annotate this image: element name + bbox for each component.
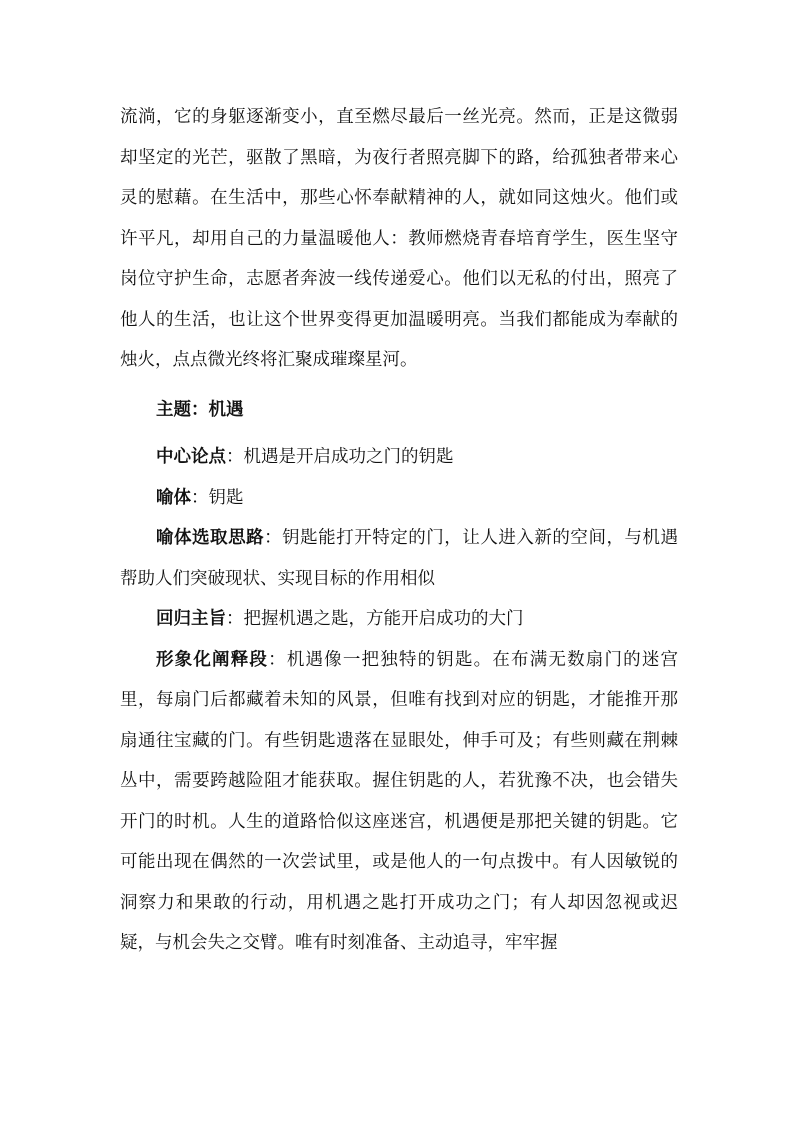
return-theme-line [120, 599, 678, 640]
document-body [120, 97, 678, 964]
illustrative-paragraph [120, 640, 678, 964]
metaphor-label: 喻体 [156, 487, 191, 508]
return-theme-text: 把握机遇之匙，方能开启成功的大门 [243, 609, 524, 629]
metaphor-text: 钥匙 [208, 487, 244, 508]
central-thesis-label: 中心论点 [156, 447, 226, 467]
metaphor-reasoning-label: 喻体选取思路 [156, 528, 265, 548]
theme-heading: 主题：机遇 [156, 399, 244, 420]
metaphor-reasoning-separator: ： [264, 528, 283, 548]
central-thesis-line [120, 437, 678, 478]
continuation-paragraph: 流淌，它的身躯逐渐变小，直至燃尽最后一丝光亮。然而，正是这微弱却坚定的光芒，驱散了黑暗，为夜行者照亮脚下的路，给孤独者带来心灵的慰藉。在生活中，那些心怀奉献精神的人，就如同这烛火。他们或许平凡，却用自己的力量温暖他人：教师燃烧青春培育学生，医生坚守岗位守护生命，志愿者奔波一线传递爱心。他们以无私的付出，照亮了他人的生活，也让这个世界变得更加温暖明亮。当我们都能成为奉献的烛火，点点微光终将汇聚成璀璨星河。 [120, 107, 678, 370]
return-theme-separator: ： [226, 609, 244, 629]
metaphor-reasoning-text: 钥匙能打开特定的门，让人进入新的空间，与机遇帮助人们突破现状、实现目标的作用相似 [120, 528, 679, 589]
metaphor-line [120, 478, 678, 519]
central-thesis-separator: ： [226, 447, 244, 467]
central-thesis-text: 机遇是开启成功之门的钥匙 [243, 447, 454, 467]
metaphor-separator: ： [191, 487, 209, 508]
return-theme-label: 回归主旨 [156, 609, 226, 629]
metaphor-reasoning-line [120, 518, 678, 599]
illustrative-paragraph-text: 机遇像一把独特的钥匙。在布满无数扇门的迷宫里，每扇门后都藏着未知的风景，但唯有找到对应的钥匙，才能推开那扇通往宝藏的门。有些钥匙遗落在显眼处，伸手可及；有些则藏在荆棘丛中，需要跨越险阻才能获取。握住钥匙的人，若犹豫不决，也会错失开门的时机。人生的道路恰似这座迷宫，机遇便是那把关键的钥匙。它可能出现在偶然的一次尝试里，或是他人的一句点拨中。有人因敏锐的洞察力和果敢的行动，用机遇之匙打开成功之门；有人却因忽视或迟疑，与机会失之交臂。唯有时刻准备、主动追寻，牢牢握 [120, 649, 679, 953]
illustrative-paragraph-separator: ： [268, 649, 287, 670]
illustrative-paragraph-label: 形象化阐释段 [156, 649, 269, 670]
